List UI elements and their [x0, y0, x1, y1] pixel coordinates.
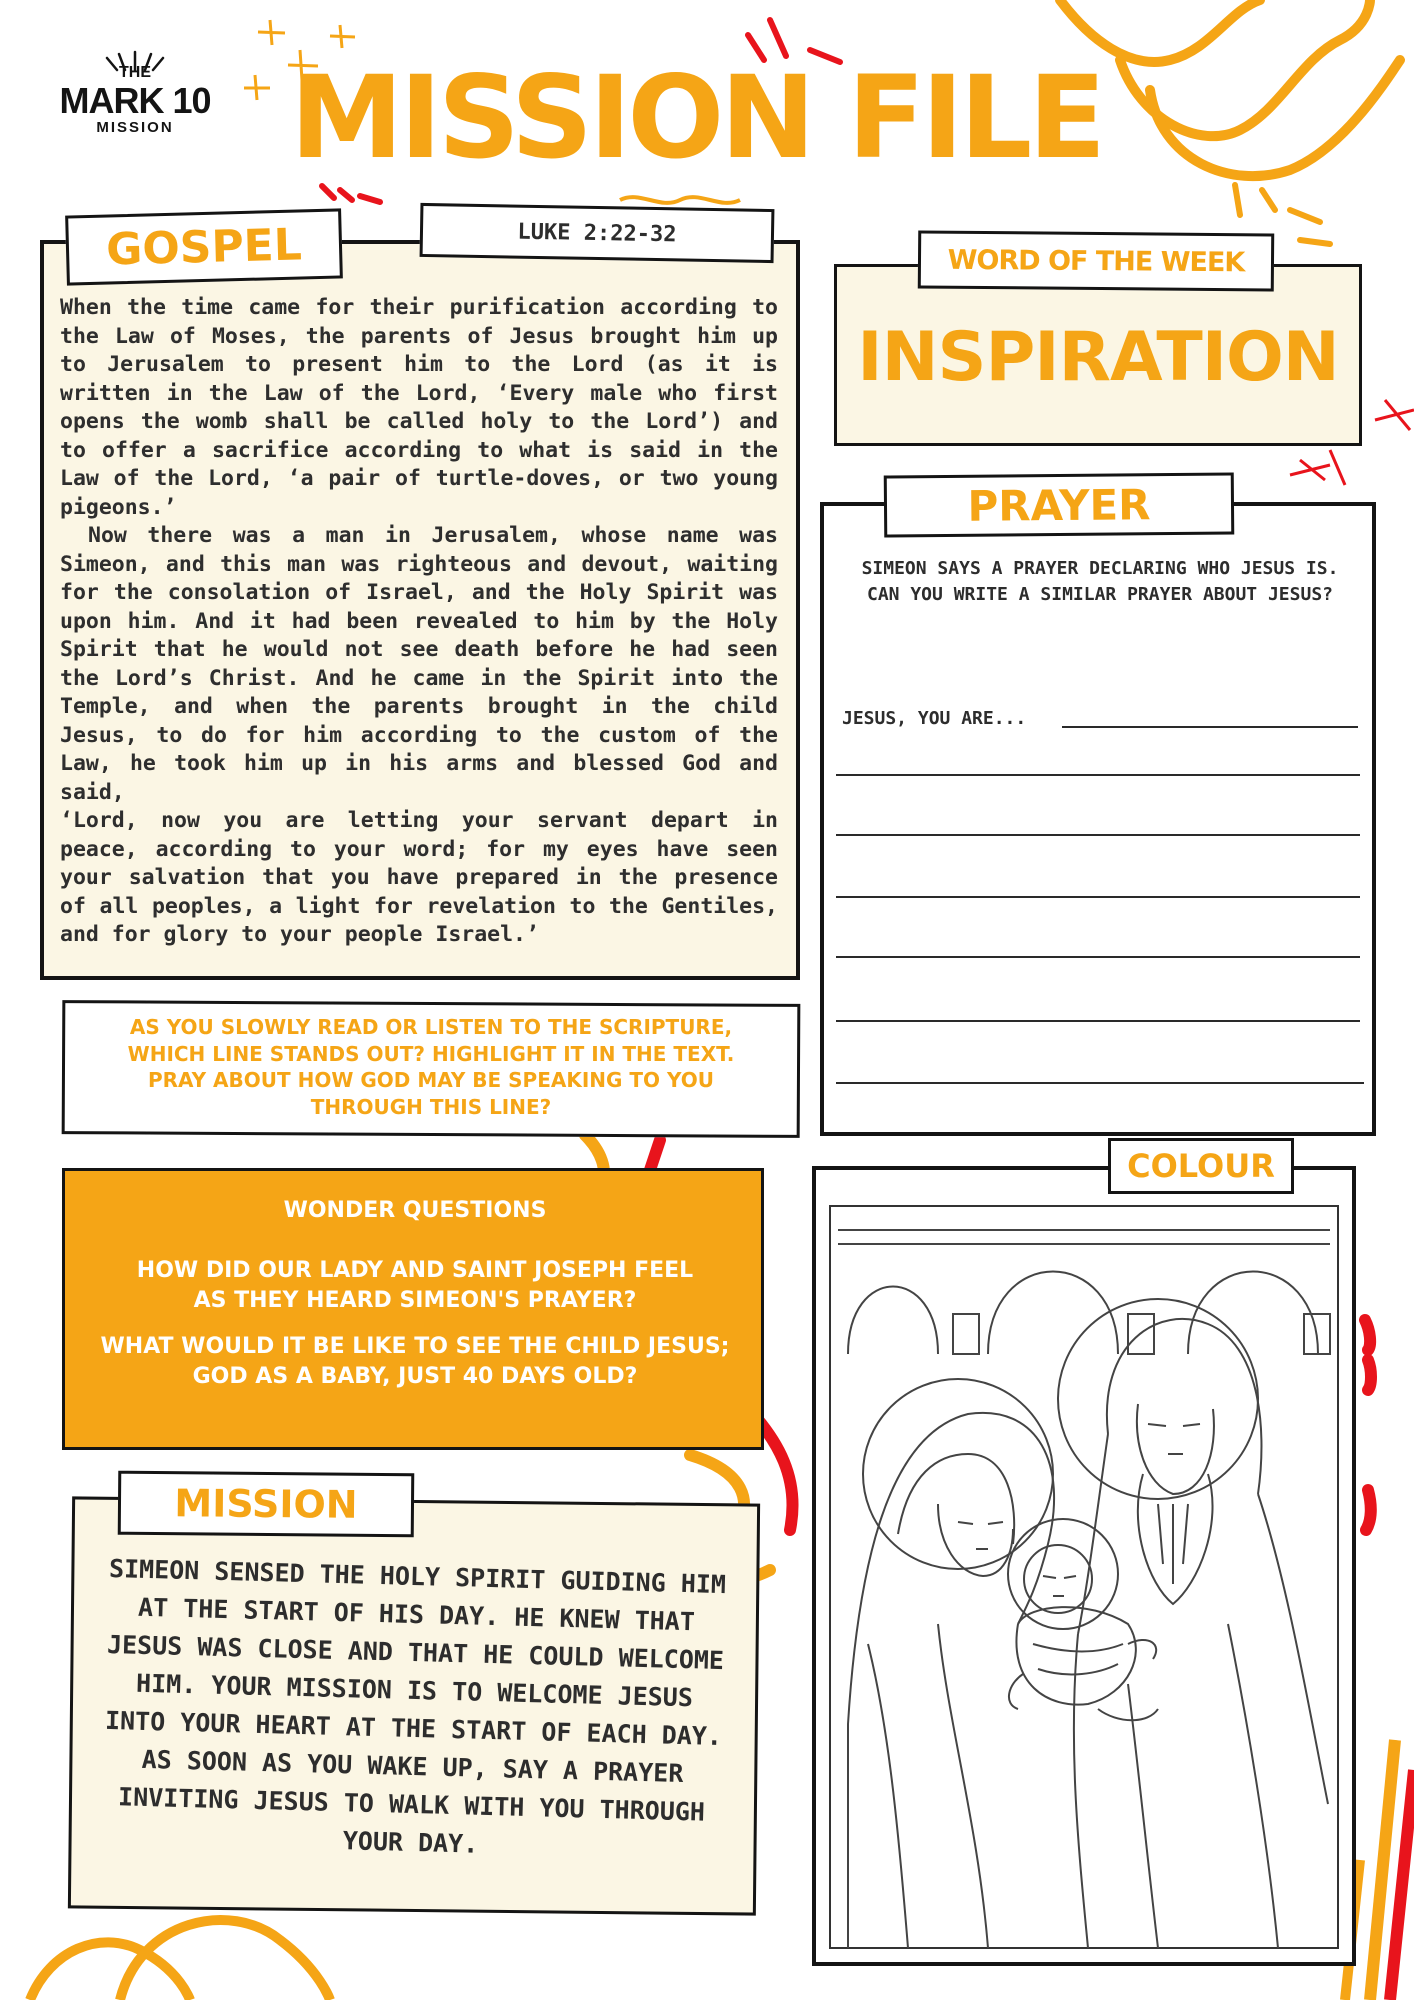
- reflection-text: AS YOU SLOWLY READ OR LISTEN TO THE SCRIPTURE, WHICH LINE STANDS OUT? HIGHLIGHT IT IN THE TEXT. PRAY ABOUT HOW GOD MAY BE SPEAKING TO YOU THROUGH THIS LINE?: [127, 1015, 735, 1119]
- writing-line[interactable]: [836, 774, 1360, 776]
- mission-title: MISSION: [174, 1481, 358, 1527]
- page-title: MISSION FILE: [290, 51, 1103, 184]
- colour-title: COLOUR: [1127, 1147, 1275, 1185]
- gospel-paragraph: Now there was a man in Jerusalem, whose name was Simeon, and this man was righteous and devout, waiting for the consolation of Israel, and the Holy Spirit was upon him. And it had been revealed to him by the Holy Spirit that he would not see death before he had seen the Lord’s Christ. And he came in the Spirit into the Temple, and when the parents brought in the child Jesus, to do for him according to the custom of the Law, he took him up in his arms and blessed God and said,: [60, 523, 778, 805]
- logo-the: THE: [119, 64, 151, 81]
- word-of-week-label: WORD OF THE WEEK: [947, 244, 1245, 278]
- writing-line[interactable]: [836, 1020, 1360, 1022]
- word-of-week: INSPIRATION: [857, 318, 1339, 397]
- writing-line[interactable]: [836, 896, 1360, 898]
- colouring-picture[interactable]: [828, 1204, 1340, 1950]
- gospel-text: [60, 294, 778, 950]
- gospel-paragraph: ‘Lord, now you are letting your servant depart in peace, according to your word; for my eyes have seen your salvation that you have prepared in the presence of all peoples, a light for revelation to the Gentiles, and for glory to your people Israel.’: [60, 808, 778, 947]
- colour-title-tab: [1108, 1138, 1294, 1194]
- gospel-reference-tab: [420, 203, 775, 263]
- prayer-starter: JESUS, YOU ARE...: [842, 708, 1027, 729]
- writing-line[interactable]: [836, 834, 1360, 836]
- writing-line[interactable]: [836, 1082, 1364, 1084]
- logo: [50, 46, 220, 156]
- mission-title-tab: [118, 1471, 415, 1538]
- prayer-prompt: SIMEON SAYS A PRAYER DECLARING WHO JESUS IS. CAN YOU WRITE A SIMILAR PRAYER ABOUT JESUS?: [861, 558, 1339, 605]
- gospel-paragraph: When the time came for their purification according to the Law of Moses, the parents of Jesus brought him up to Jerusalem to present him to the Lord (as it is written in the Law of the Lord, ‘Every male who first opens the womb shall be called holy to the Lord’) and to offer a sacrifice according to what is said in the Law of the Lord, ‘a pair of turtle-doves, or two young pigeons.’: [60, 295, 778, 520]
- writing-line[interactable]: [1062, 726, 1358, 728]
- word-of-week-label-tab: [918, 230, 1274, 291]
- logo-mark10: MARK 10: [59, 80, 211, 121]
- gospel-title-tab: [65, 208, 343, 285]
- wonder-title: WONDER QUESTIONS: [283, 1198, 547, 1223]
- wonder-content: [90, 1196, 740, 1392]
- prayer-title-tab: [884, 472, 1235, 537]
- prayer-title: PRAYER: [967, 479, 1151, 531]
- mission-text: SIMEON SENSED THE HOLY SPIRIT GUIDING HIM AT THE START OF HIS DAY. HE KNEW THAT JESUS WAS CLOSE AND THAT HE COULD WELCOME HIM. YOUR MISSION IS TO WELCOME JESUS INTO YOUR HEART AT THE START OF EACH DAY. AS SOON AS YOU WAKE UP, SAY A PRAYER INVITING JESUS TO WALK WITH YOU THROUGH YOUR DAY.: [104, 1553, 727, 1859]
- logo-mission: MISSION: [96, 119, 174, 136]
- gospel-title: GOSPEL: [105, 218, 303, 276]
- wonder-question-1: HOW DID OUR LADY AND SAINT JOSEPH FEEL AS THEY HEARD SIMEON'S PRAYER?: [136, 1258, 694, 1313]
- gospel-reference: LUKE 2:22-32: [517, 219, 677, 247]
- wonder-question-2: WHAT WOULD IT BE LIKE TO SEE THE CHILD JESUS; GOD AS A BABY, JUST 40 DAYS OLD?: [100, 1334, 730, 1389]
- writing-line[interactable]: [836, 956, 1360, 958]
